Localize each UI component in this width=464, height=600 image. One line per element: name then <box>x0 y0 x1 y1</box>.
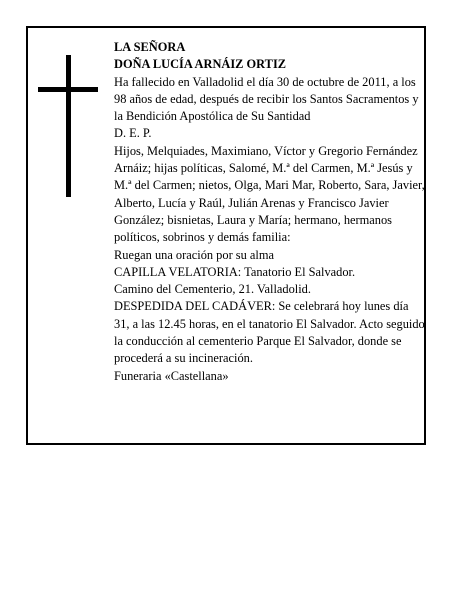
cross-vertical-bar <box>66 55 71 197</box>
farewell-text: Se celebrará hoy lunes día 31, a las 12.45 horas, en el tanatorio El Salvador. Acto seguido la conducción al cementerio Parque El Salvador, donde se procederá a su incineración. <box>114 299 425 366</box>
farewell-paragraph <box>114 298 426 367</box>
rip-text: D. E. P. <box>114 126 152 141</box>
death-paragraph: Ha fallecido en Valladolid el día 30 de octubre de 2011, a los 98 años de edad, después de recibir los Santos Sacramentos y la Bendición Apostólica de Su Santidad <box>114 74 419 124</box>
farewell-label: DESPEDIDA DEL CADÁVER: <box>114 299 276 314</box>
family-paragraph: Hijos, Melquiades, Maximiano, Víctor y Gregorio Fernández Arnáiz; hijas políticas, Salomé, M.ª del Carmen, M.ª Jesús y M.ª del Carmen; nietos, Olga, Mari Mar, Roberto, Sara, Javier, Alberto, Lucía y Raúl, Julián Arenas y Francisco Javier González; bisnietas, Laura y María; hermano, hermanos políticos, sobrinos y demás familia: <box>114 143 425 245</box>
prayer-request: Ruegan una oración por su alma <box>114 247 274 262</box>
chapel-address: Camino del Cementerio, 21. Valladolid. <box>114 282 311 297</box>
cross-horizontal-bar <box>38 87 98 92</box>
funeral-home: Funeraria «Castellana» <box>114 368 229 383</box>
chapel-location: Tanatorio El Salvador. <box>241 264 356 279</box>
chapel-label: CAPILLA VELATORIA: <box>114 264 242 279</box>
deceased-name: DOÑA LUCÍA ARNÁIZ ORTIZ <box>114 57 287 72</box>
cross-icon <box>38 55 98 197</box>
notice-text <box>114 39 426 385</box>
chapel-paragraph <box>114 264 426 281</box>
heading-title: LA SEÑORA <box>114 40 186 54</box>
